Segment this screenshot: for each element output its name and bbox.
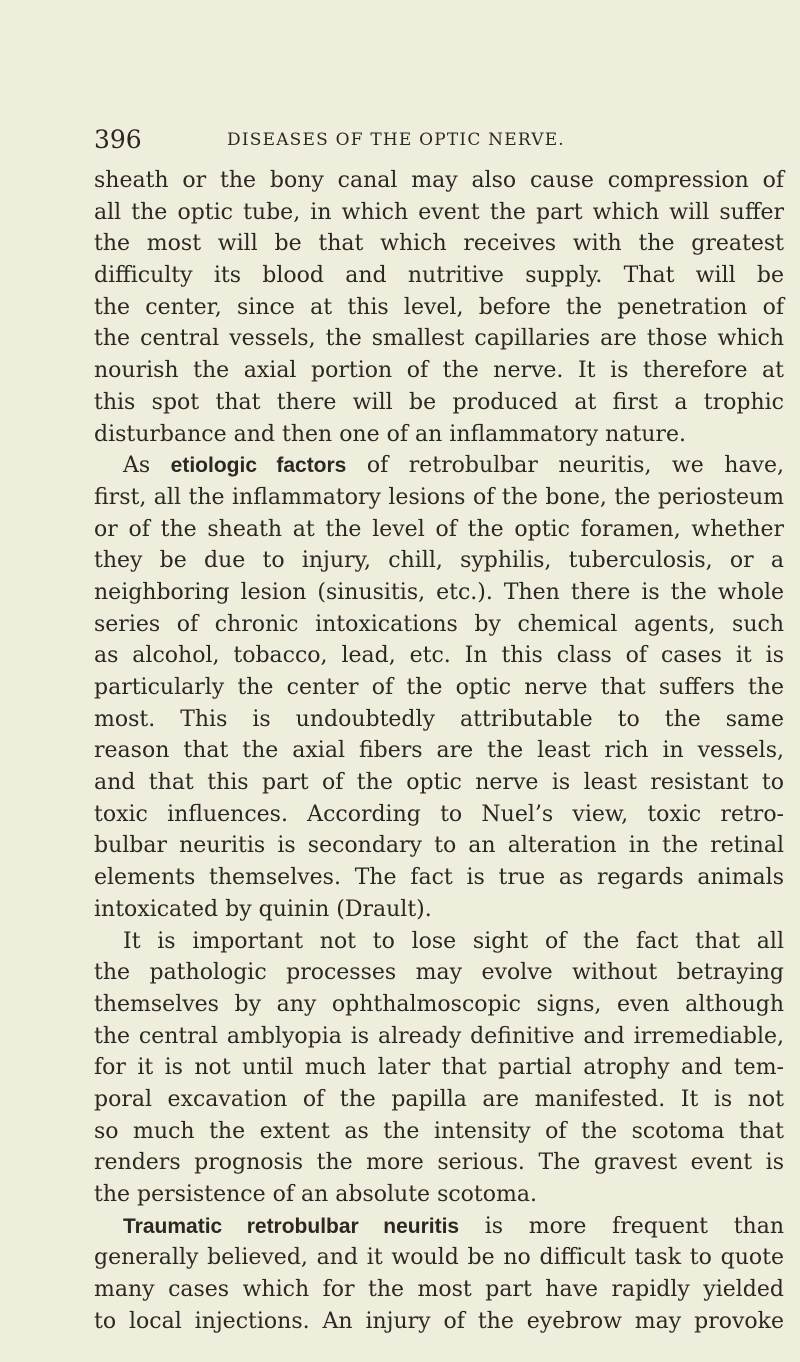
text-line: they be due to injury, chill, syphilis, tuberculosis, or a: [94, 548, 784, 574]
bold-term-traumatic-retrobulbar-neuritis: Traumatic retrobulbar neuritis: [123, 1214, 460, 1238]
line-suffix: is more frequent than: [459, 1213, 784, 1239]
text-line: bulbar neuritis is secondary to an alteration in the retinal: [94, 833, 784, 859]
text-line: particularly the center of the optic nerve that suffers the: [94, 675, 784, 700]
text-line: or of the sheath at the level of the optic foramen, whether: [94, 516, 784, 542]
text-line: so much the extent as the intensity of the scotoma that: [94, 1118, 784, 1144]
text-line: themselves by any ophthalmoscopic signs, even although: [94, 991, 784, 1017]
text-line: this spot that there will be produced at first a trophic: [94, 389, 784, 415]
text-line: poral excavation of the papilla are manifested. It is not: [94, 1086, 784, 1112]
text-line: the central vessels, the smallest capillaries are those which: [94, 326, 784, 352]
text-line: disturbance and then one of an inflammatory nature.: [94, 421, 686, 447]
text-line: generally believed, and it would be no difficult task to quote: [94, 1245, 784, 1271]
text-line: as alcohol, tobacco, lead, etc. In this class of cases it is: [94, 643, 784, 669]
text-line: toxic influences. According to Nuel’s view, toxic retro-: [94, 801, 784, 827]
text-line: elements themselves. The fact is true as regards animals: [94, 865, 784, 891]
text-line: the persistence of an absolute scotoma.: [94, 1182, 537, 1207]
text-line: for it is not until much later that partial atrophy and tem-: [94, 1055, 784, 1081]
text-line: many cases which for the most part have rapidly yielded: [94, 1277, 784, 1303]
bold-term-etiologic-factors: etiologic factors: [170, 454, 347, 478]
text-line: intoxicated by quinin (Drault).: [94, 896, 432, 922]
text-line: and that this part of the optic nerve is least resistant to: [94, 770, 784, 796]
text-line: difficulty its blood and nutritive supply. That will be: [94, 263, 784, 289]
text-line: neighboring lesion (sinusitis, etc.). Then there is the whole: [94, 579, 784, 605]
body-text: [94, 165, 784, 1337]
line-suffix: of retrobulbar neuritis, we have,: [346, 453, 784, 479]
text-line: renders prognosis the more serious. The gravest event is: [94, 1150, 784, 1176]
text-line: all the optic tube, in which event the part which will suffer: [94, 199, 784, 225]
text-line: to local injections. An injury of the eyebrow may provoke: [94, 1308, 784, 1334]
text-line: sheath or the bony canal may also cause compression of: [94, 168, 784, 193]
page-header: [94, 120, 784, 160]
line-prefix: As: [123, 453, 171, 479]
text-line: the center, since at this level, before the penetration of: [94, 294, 784, 320]
text-line: reason that the axial fibers are the least rich in vessels,: [94, 738, 784, 764]
text-line-etiologic: [94, 450, 784, 482]
page-number: 396: [94, 125, 142, 154]
text-line: nourish the axial portion of the nerve. It is therefore at: [94, 358, 784, 384]
text-line: series of chronic intoxications by chemical agents, such: [94, 611, 784, 637]
text-line: first, all the inflammatory lesions of the bone, the periosteum: [94, 484, 784, 510]
text-line: the most will be that which receives with the greatest: [94, 231, 784, 257]
running-head: DISEASES OF THE OPTIC NERVE.: [227, 130, 565, 150]
text-line: the central amblyopia is already definitive and irremediable,: [94, 1023, 784, 1049]
text-line: most. This is undoubtedly attributable to the same: [94, 706, 784, 732]
text-line-traumatic: [94, 1211, 784, 1243]
text-line: the pathologic processes may evolve without betraying: [94, 960, 784, 986]
text-line: It is important not to lose sight of the fact that all: [123, 928, 784, 954]
